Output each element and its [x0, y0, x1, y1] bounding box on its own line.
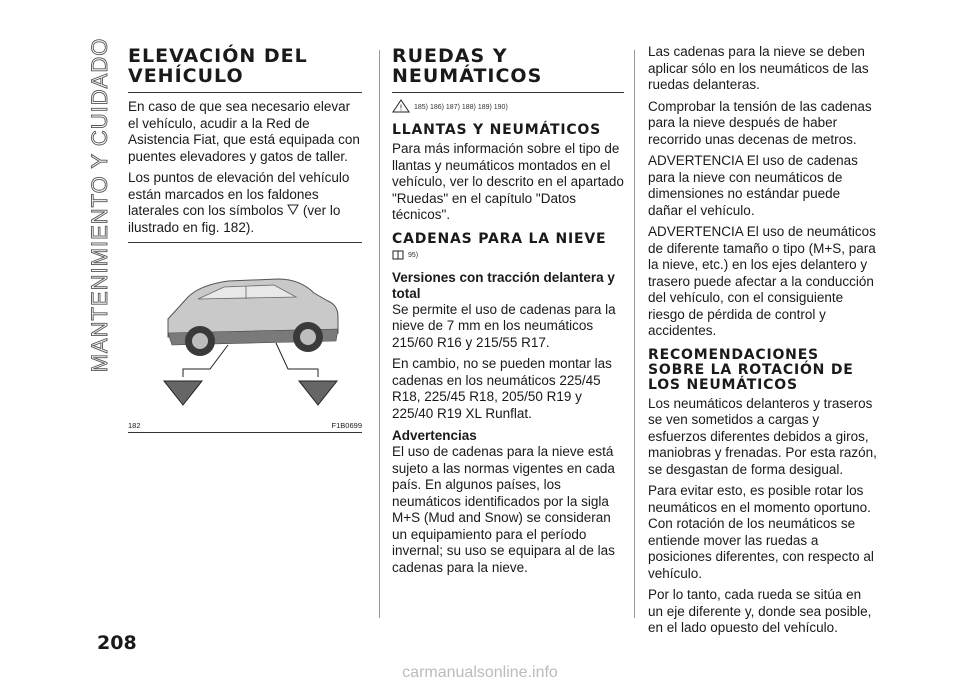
car-illustration: [128, 249, 362, 419]
column-wheels: [392, 46, 624, 581]
warning-references: [392, 99, 624, 115]
paragraph: Las cadenas para la nieve se deben aplicar sólo en los neumáticos de las ruedas delanteras.: [648, 44, 869, 92]
lift-point-symbol-icon: [287, 203, 299, 220]
paragraph: Comprobar la tensión de las cadenas para la nieve después de haber recorrido unas decenas de metros.: [648, 98, 872, 147]
figure-bottom-rule: [128, 432, 362, 433]
page-number: 208: [97, 632, 137, 654]
footer-watermark: carmanualsonline.info: [402, 664, 558, 681]
paragraph: ADVERTENCIA El uso de neumáticos de diferente tamaño o tipo (M+S, para la nieve, etc.) en los ejes delantero y trasero puede afectar a la conducción del vehículo, con el consiguiente riesgo de pérdida de control y accidentes.: [648, 224, 876, 338]
heading-lifting: ELEVACIÓN DEL VEHÍCULO: [128, 45, 308, 87]
caution-icon: [392, 99, 410, 115]
subheading-versions: Versiones con tracción delantera y total: [392, 269, 615, 301]
paragraph-text: Los puntos de elevación del vehículo están marcados en los faldones laterales con los símbolos: [128, 170, 350, 218]
paragraph: [128, 170, 362, 236]
paragraph: En caso de que sea necesario elevar el vehículo, acudir a la Red de Asistencia Fiat, que está equipada con puentes elevadores y gatos de taller.: [128, 99, 360, 164]
paragraph: El uso de cadenas para la nieve está sujeto a las normas vigentes en cada país. En algunos países, los neumáticos identificados por la sigla M+S (Mud and Snow) se consideran un equipamiento para el período invernal; su uso se equipara al de las cadenas para la nieve.: [392, 444, 615, 575]
subheading-warnings: Advertencias: [392, 428, 477, 443]
note-references: [392, 250, 624, 262]
info-book-icon: [392, 250, 404, 262]
subheading-snow-chains: CADENAS PARA LA NIEVE: [392, 230, 607, 247]
figure-number: 182: [128, 421, 141, 430]
paragraph: Para más información sobre el tipo de llantas y neumáticos montados en el vehículo, ver lo descrito en el apartado "Ruedas" en el capítulo "Datos técnicos".: [392, 141, 624, 222]
column-divider: [379, 50, 380, 618]
svg-text:!: !: [399, 103, 403, 113]
figure-top-rule: [128, 242, 362, 243]
heading-wheels: RUEDAS Y NEUMÁTICOS: [392, 45, 543, 87]
column-lifting: [128, 46, 362, 433]
paragraph: ADVERTENCIA El uso de cadenas para la nieve con neumáticos de dimensiones no estándar puede dañar el vehículo.: [648, 153, 858, 218]
subheading-rims-tyres: LLANTAS Y NEUMÁTICOS: [392, 122, 602, 138]
side-title-text: MANTENIMIENTO Y CUIDADO: [87, 37, 112, 373]
figure-code: F1B0699: [331, 421, 362, 430]
paragraph: Los neumáticos delanteros y traseros se ven sometidos a cargas y esfuerzos diferentes debidos a giros, maniobras y frenadas. Por esta razón, se desgastan de forma desigual.: [648, 395, 877, 477]
heading-rotation: RECOMENDACIONES SOBRE LA ROTACIÓN DE LOS NEUMÁTICOS: [648, 346, 854, 393]
paragraph: Se permite el uso de cadenas para la nieve de 7 mm en los neumáticos 215/60 R16 y 215/55 R17.: [392, 301, 616, 350]
heading-rule: [128, 92, 362, 93]
heading-rule: [392, 92, 624, 93]
figure-caption: [128, 421, 362, 430]
paragraph-text: (ver lo ilustrado en fig. 182).: [128, 203, 341, 235]
reference-list: 185) 186) 187) 188) 189) 190): [414, 103, 508, 111]
reference-list: 95): [408, 252, 419, 259]
column-rotation: [648, 44, 878, 642]
section-side-title: [80, 37, 120, 373]
column-divider: [634, 50, 635, 618]
paragraph: Por lo tanto, cada rueda se sitúa en un eje diferente y, donde sea posible, en el lado opuesto del vehículo.: [648, 587, 872, 635]
paragraph: Para evitar esto, es posible rotar los neumáticos en el momento oportuno. Con rotación de los neumáticos se entiende mover las ruedas a posiciones diferentes, con respecto al vehículo.: [648, 483, 874, 581]
paragraph: En cambio, no se pueden montar las cadenas en los neumáticos 225/45 R18, 225/45 R18, 205/50 R19 y 225/40 R19 XL Runflat.: [392, 356, 612, 421]
lift-points-figure: [128, 249, 362, 419]
